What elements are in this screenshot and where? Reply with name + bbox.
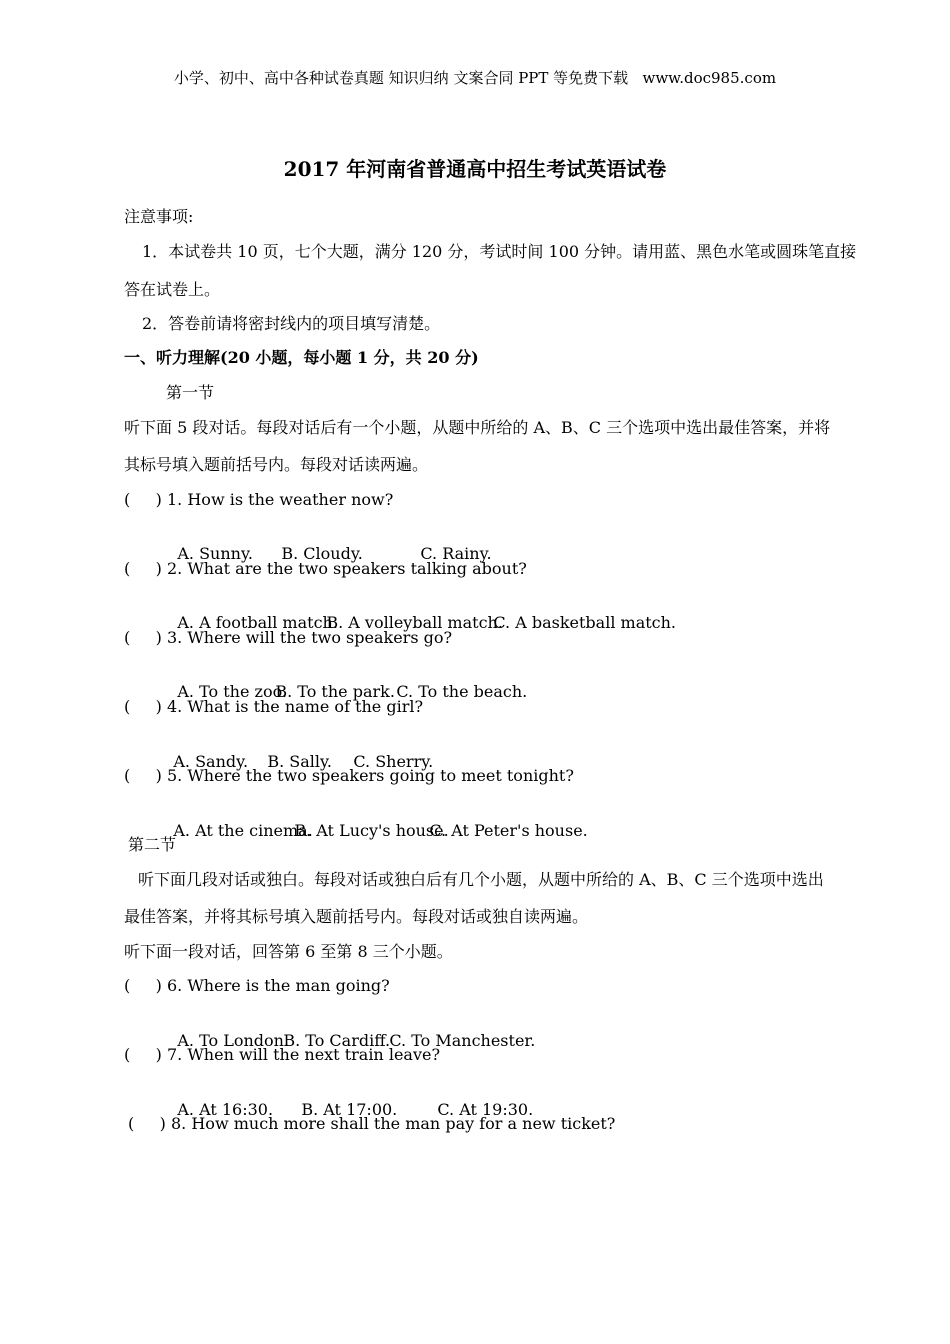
q4-option-c: C. Sherry. <box>353 752 434 771</box>
part-2-instruction: 听下面几段对话或独白。每段对话或独白后有几个小题，从题中所给的 A、B、C 三个选项中选出 <box>138 870 824 889</box>
q3-option-b: B. To the park. <box>275 682 395 701</box>
q5-option-b: B. At Lucy's house. <box>294 821 449 840</box>
site-header: 小学、初中、高中各种试卷真题 知识归纳 文案合同 PPT 等免费下载 www.doc985.com <box>173 69 777 87</box>
q5-option-c: C. At Peter's house. <box>429 821 588 840</box>
notice-heading: 注意事项: <box>124 207 194 226</box>
question-3: ( ) 3. Where will the two speakers go? <box>124 628 453 647</box>
q4-option-b: B. Sally. <box>267 752 333 771</box>
notice-item-2: 2．答卷前请将密封线内的项目填写清楚。 <box>142 314 441 333</box>
q6-option-a: A. To London. <box>177 1031 290 1050</box>
question-6: ( ) 6. Where is the man going? <box>124 976 390 995</box>
q4-option-a: A. Sandy. <box>173 752 249 771</box>
q7-option-c: C. At 19:30. <box>437 1100 534 1119</box>
q5-option-a: A. At the cinema. <box>173 821 313 840</box>
part-1-instruction-cont: 其标号填入题前括号内。每段对话读两遍。 <box>124 455 429 474</box>
question-7: ( ) 7. When will the next train leave? <box>124 1045 441 1064</box>
q1-option-a: A. Sunny. <box>177 544 253 563</box>
q1-option-b: B. Cloudy. <box>281 544 363 563</box>
part-1-label: 第一节 <box>166 383 215 402</box>
q6-option-b: B. To Cardiff. <box>283 1031 391 1050</box>
question-4: ( ) 4. What is the name of the girl? <box>124 697 424 716</box>
part-1-instruction: 听下面 5 段对话。每段对话后有一个小题，从题中所给的 A、B、C 三个选项中选出最佳答案，并将 <box>124 418 831 437</box>
q2-option-c: C. A basketball match. <box>493 613 677 632</box>
part-2-label: 第二节 <box>128 835 177 854</box>
question-1: ( ) 1. How is the weather now? <box>124 490 394 509</box>
q2-option-b: B. A volleyball match. <box>326 613 503 632</box>
q6-option-c: C. To Manchester. <box>389 1031 536 1050</box>
q1-option-c: C. Rainy. <box>420 544 492 563</box>
question-5: ( ) 5. Where the two speakers going to meet tonight? <box>124 766 574 785</box>
section-1-heading: 一、听力理解(20 小题，每小题 1 分，共 20 分) <box>124 348 479 367</box>
part-2-sub-instruction: 听下面一段对话，回答第 6 至第 8 三个小题。 <box>124 942 453 961</box>
q3-option-a: A. To the zoo. <box>177 682 288 701</box>
question-2: ( ) 2. What are the two speakers talking about? <box>124 559 527 578</box>
question-5-options <box>153 801 588 861</box>
question-8: ( ) 8. How much more shall the man pay for a new ticket? <box>128 1114 616 1133</box>
exam-title: 2017 年河南省普通高中招生考试英语试卷 <box>283 157 667 181</box>
q2-option-a: A. A football match. <box>177 613 338 632</box>
q7-option-a: A. At 16:30. <box>177 1100 274 1119</box>
q7-option-b: B. At 17:00. <box>301 1100 398 1119</box>
part-2-instruction-cont: 最佳答案，并将其标号填入题前括号内。每段对话或独自读两遍。 <box>124 907 589 926</box>
notice-item-1-cont: 答在试卷上。 <box>124 280 221 299</box>
notice-item-1: 1．本试卷共 10 页，七个大题，满分 120 分，考试时间 100 分钟。请用蓝、黑色水笔或圆珠笔直接 <box>142 242 857 261</box>
q3-option-c: C. To the beach. <box>396 682 528 701</box>
